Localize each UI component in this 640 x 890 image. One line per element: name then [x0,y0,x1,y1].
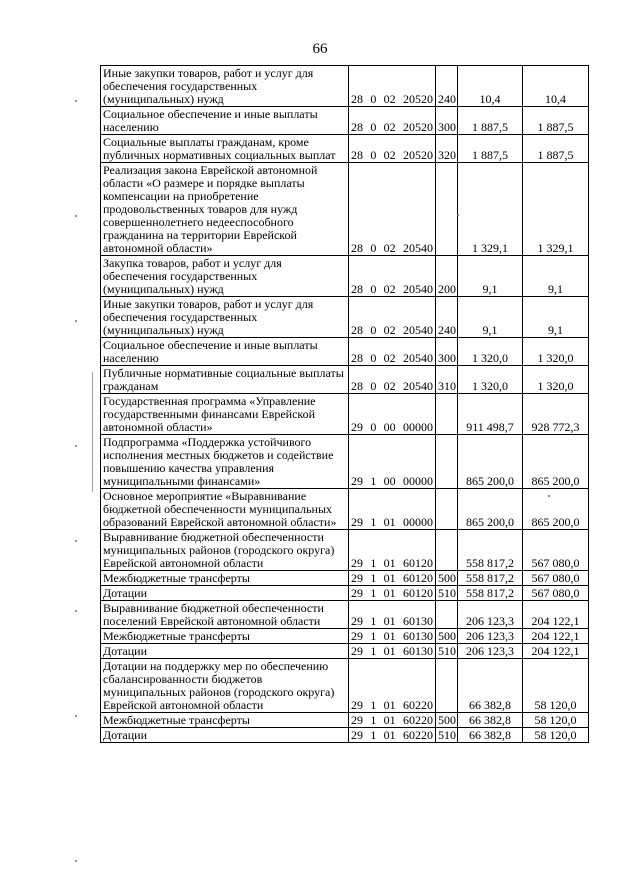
row-expense-type: 500 [436,713,458,728]
row-name: Закупка товаров, работ и услуг для обеспечения государственных (муниципальных) нужд [101,256,349,297]
row-expense-type [436,530,458,571]
code-direction: 60220 [402,713,433,727]
row-amount-year1: 206 123,3 [458,629,523,644]
row-code [349,338,436,366]
code-subprogram: 1 [370,728,377,742]
row-amount-year2: 567 080,0 [523,530,589,571]
row-code [349,629,436,644]
code-direction: 20540 [402,351,433,365]
code-group [351,380,433,393]
row-code [349,728,436,743]
code-group [351,475,433,488]
code-program: 29 [351,515,363,529]
row-code [349,644,436,659]
code-group [351,421,433,434]
row-expense-type: 240 [436,66,458,107]
row-code [349,586,436,601]
code-subprogram: 1 [370,644,377,658]
code-main-activity: 02 [383,120,396,134]
code-main-activity: 02 [383,351,396,365]
code-subprogram: 0 [370,323,377,337]
row-code [349,163,436,256]
code-group [351,242,433,255]
code-program: 29 [351,698,363,712]
row-expense-type: 500 [436,629,458,644]
row-amount-year2: 1 887,5 [523,135,589,163]
table-row [101,644,589,659]
row-expense-type: 200 [436,256,458,297]
code-group [351,630,433,643]
row-amount-year1: 865 200,0 [458,489,523,530]
table-row [101,297,589,338]
code-subprogram: 1 [370,586,377,600]
table-row [101,586,589,601]
code-direction: 20540 [402,241,433,255]
row-code [349,135,436,163]
row-name: Дотации на поддержку мер по обеспечению сбалансированности бюджетов муниципальных районов (городского округа) Еврейской автономной области [101,659,349,713]
code-main-activity: 01 [383,698,396,712]
row-name: Социальное обеспечение и иные выплаты населению [101,107,349,135]
row-code [349,256,436,297]
code-subprogram: 0 [370,148,377,162]
scan-speck [75,445,77,447]
scan-speck [75,860,77,862]
code-main-activity: 01 [383,629,396,643]
code-direction: 00000 [402,420,433,434]
row-amount-year1: 558 817,2 [458,586,523,601]
row-code [349,489,436,530]
code-subprogram: 0 [370,241,377,255]
row-code [349,713,436,728]
row-expense-type: 510 [436,644,458,659]
row-amount-year2: 58 120,0 [523,713,589,728]
code-main-activity: 01 [383,556,396,570]
code-subprogram: 0 [370,379,377,393]
code-direction: 20540 [402,323,433,337]
row-code [349,66,436,107]
row-name: Социальные выплаты гражданам, кроме публичных нормативных социальных выплат [101,135,349,163]
code-program: 29 [351,629,363,643]
code-group [351,615,433,628]
scan-speck [548,495,550,497]
row-amount-year1: 558 817,2 [458,571,523,586]
code-program: 28 [351,120,363,134]
code-program: 29 [351,713,363,727]
row-amount-year1: 66 382,8 [458,713,523,728]
row-code [349,394,436,435]
row-amount-year2: 567 080,0 [523,586,589,601]
code-subprogram: 1 [370,614,377,628]
code-direction: 60130 [402,644,433,658]
table-row [101,629,589,644]
row-amount-year2: 204 122,1 [523,644,589,659]
code-subprogram: 1 [370,571,377,585]
row-amount-year1: 1 887,5 [458,107,523,135]
code-main-activity: 02 [383,379,396,393]
code-direction: 20520 [402,92,433,106]
code-group [351,149,433,162]
code-program: 29 [351,556,363,570]
row-code [349,107,436,135]
table-row [101,256,589,297]
code-group [351,645,433,658]
code-main-activity: 02 [383,241,396,255]
code-main-activity: 01 [383,728,396,742]
row-name: Реализация закона Еврейской автономной области «О размере и порядке выплаты компенсации на приобретение продовольственных товаров для нужд совершеннолетнего недееспособного гражданина на территории Еврейской автономной области» [101,163,349,256]
row-name: Государственная программа «Управление государственными финансами Еврейской автономной области» [101,394,349,435]
row-expense-type: 510 [436,586,458,601]
code-subprogram: 1 [370,515,377,529]
code-group [351,557,433,570]
code-main-activity: 01 [383,515,396,529]
code-program: 29 [351,586,363,600]
row-expense-type [436,163,458,256]
scan-line [92,372,93,492]
code-group [351,699,433,712]
code-group [351,121,433,134]
row-name: Дотации [101,728,349,743]
code-main-activity: 01 [383,713,396,727]
row-code [349,366,436,394]
code-subprogram: 1 [370,629,377,643]
row-expense-type [436,659,458,713]
code-program: 29 [351,644,363,658]
row-amount-year2: 204 122,1 [523,601,589,629]
row-expense-type [436,435,458,489]
table-row [101,571,589,586]
code-main-activity: 01 [383,614,396,628]
row-amount-year1: 9,1 [458,297,523,338]
table-row [101,366,589,394]
code-main-activity: 02 [383,282,396,296]
code-direction: 60220 [402,698,433,712]
table-row [101,728,589,743]
row-amount-year1: 911 498,7 [458,394,523,435]
code-subprogram: 0 [370,120,377,134]
scan-speck [457,214,459,216]
table-row [101,530,589,571]
code-direction: 00000 [402,474,433,488]
row-amount-year1: 206 123,3 [458,601,523,629]
row-amount-year1: 558 817,2 [458,530,523,571]
row-expense-type [436,601,458,629]
row-amount-year2: 1 329,1 [523,163,589,256]
code-program: 28 [351,379,363,393]
code-group [351,729,433,742]
code-main-activity: 02 [383,323,396,337]
budget-table [100,65,589,743]
code-program: 29 [351,420,363,434]
code-group [351,714,433,727]
row-code [349,435,436,489]
table-row [101,435,589,489]
code-program: 29 [351,728,363,742]
table-row [101,489,589,530]
page-number: 66 [312,41,328,57]
code-main-activity: 00 [383,474,396,488]
row-expense-type: 320 [436,135,458,163]
row-name: Межбюджетные трансферты [101,629,349,644]
row-amount-year2: 10,4 [523,66,589,107]
row-amount-year2: 9,1 [523,256,589,297]
code-subprogram: 1 [370,713,377,727]
row-code [349,601,436,629]
row-expense-type: 300 [436,107,458,135]
row-name: Иные закупки товаров, работ и услуг для обеспечения государственных (муниципальных) нужд [101,297,349,338]
code-program: 28 [351,282,363,296]
row-amount-year2: 58 120,0 [523,659,589,713]
row-name: Межбюджетные трансферты [101,571,349,586]
row-amount-year2: 928 772,3 [523,394,589,435]
code-subprogram: 1 [370,474,377,488]
code-subprogram: 1 [370,698,377,712]
table-row [101,394,589,435]
row-name: Выравнивание бюджетной обеспеченности поселений Еврейской автономной области [101,601,349,629]
code-direction: 20520 [402,120,433,134]
code-group [351,352,433,365]
code-program: 28 [351,92,363,106]
code-direction: 20540 [402,379,433,393]
code-subprogram: 0 [370,282,377,296]
row-expense-type: 310 [436,366,458,394]
code-direction: 20540 [402,282,433,296]
code-direction: 00000 [402,515,433,529]
row-name: Выравнивание бюджетной обеспеченности муниципальных районов (городского округа) Еврейской автономной области [101,530,349,571]
code-group [351,587,433,600]
scan-speck [75,100,77,102]
scan-speck [75,540,77,542]
code-program: 28 [351,351,363,365]
row-code [349,530,436,571]
code-program: 29 [351,614,363,628]
row-amount-year2: 865 200,0 [523,435,589,489]
row-code [349,571,436,586]
code-main-activity: 01 [383,571,396,585]
row-amount-year1: 1 320,0 [458,366,523,394]
table-row [101,713,589,728]
code-group [351,324,433,337]
row-amount-year1: 10,4 [458,66,523,107]
row-amount-year2: 1 320,0 [523,338,589,366]
row-amount-year1: 9,1 [458,256,523,297]
code-direction: 60120 [402,571,433,585]
code-direction: 60130 [402,629,433,643]
code-direction: 20520 [402,148,433,162]
row-name: Основное мероприятие «Выравнивание бюджетной обеспеченности муниципальных образований Еврейской автономной области» [101,489,349,530]
row-code [349,659,436,713]
row-amount-year2: 58 120,0 [523,728,589,743]
code-direction: 60130 [402,614,433,628]
row-expense-type: 240 [436,297,458,338]
table-row [101,338,589,366]
code-group [351,93,433,106]
code-direction: 60120 [402,556,433,570]
row-name: Дотации [101,586,349,601]
code-program: 28 [351,323,363,337]
row-amount-year1: 206 123,3 [458,644,523,659]
row-amount-year2: 1 320,0 [523,366,589,394]
row-expense-type [436,489,458,530]
budget-table-body [101,66,589,743]
table-row [101,163,589,256]
row-expense-type [436,394,458,435]
code-direction: 60120 [402,586,433,600]
row-expense-type: 510 [436,728,458,743]
code-program: 28 [351,241,363,255]
row-name: Дотации [101,644,349,659]
row-amount-year1: 865 200,0 [458,435,523,489]
table-row [101,107,589,135]
row-expense-type: 300 [436,338,458,366]
scan-speck [75,610,77,612]
code-direction: 60220 [402,728,433,742]
table-row [101,659,589,713]
row-name: Социальное обеспечение и иные выплаты населению [101,338,349,366]
code-program: 29 [351,571,363,585]
row-amount-year2: 204 122,1 [523,629,589,644]
scan-speck [75,715,77,717]
code-subprogram: 0 [370,420,377,434]
code-main-activity: 02 [383,92,396,106]
code-main-activity: 00 [383,420,396,434]
row-amount-year1: 66 382,8 [458,659,523,713]
code-main-activity: 01 [383,586,396,600]
row-name: Межбюджетные трансферты [101,713,349,728]
row-code [349,297,436,338]
row-name: Публичные нормативные социальные выплаты гражданам [101,366,349,394]
scan-speck [75,215,77,217]
row-name: Подпрограмма «Поддержка устойчивого исполнения местных бюджетов и содействие повышению качества управления муниципальными финансами» [101,435,349,489]
row-amount-year2: 9,1 [523,297,589,338]
code-subprogram: 0 [370,92,377,106]
table-row [101,601,589,629]
row-amount-year1: 1 329,1 [458,163,523,256]
code-main-activity: 02 [383,148,396,162]
row-amount-year1: 66 382,8 [458,728,523,743]
row-amount-year2: 1 887,5 [523,107,589,135]
row-amount-year2: 567 080,0 [523,571,589,586]
scan-speck [75,320,77,322]
code-group [351,572,433,585]
code-group [351,283,433,296]
row-expense-type: 500 [436,571,458,586]
table-row [101,135,589,163]
code-program: 28 [351,148,363,162]
code-main-activity: 01 [383,644,396,658]
row-amount-year2: 865 200,0 [523,489,589,530]
code-program: 29 [351,474,363,488]
code-subprogram: 0 [370,351,377,365]
code-subprogram: 1 [370,556,377,570]
row-name: Иные закупки товаров, работ и услуг для обеспечения государственных (муниципальных) нужд [101,66,349,107]
row-amount-year1: 1 887,5 [458,135,523,163]
table-row [101,66,589,107]
row-amount-year1: 1 320,0 [458,338,523,366]
code-group [351,516,433,529]
